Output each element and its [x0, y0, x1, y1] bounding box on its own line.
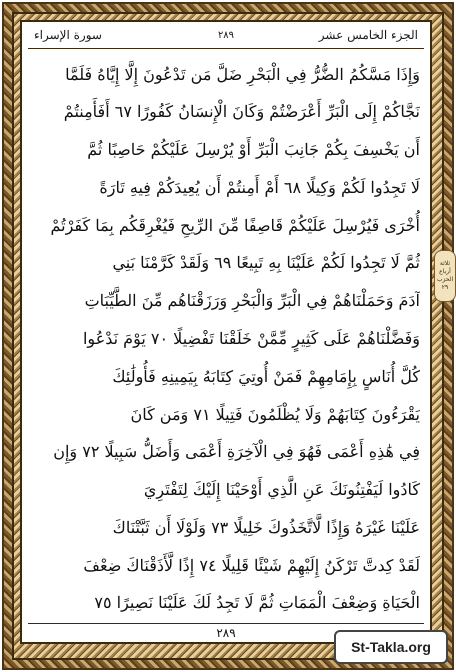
verse-line: عَلَيْنَا غَيْرَهُ وَإِذًا لَّاتَّخَذُوكَ خَلِيلًا ٧٣ وَلَوْلَا أَن ثَبَّتْنَاكَ: [112, 517, 420, 537]
hizb-badge-word: الحزب: [436, 276, 454, 283]
verse-line: وَإِذَا مَسَّكُمُ الضُّرُّ فِي الْبَحْرِ ضَلَّ مَن تَدْعُونَ إِلَّا إِيَّاهُ فَلَمَّا: [65, 64, 420, 84]
footer-divider: [28, 623, 424, 624]
site-watermark-logo: [334, 630, 448, 664]
hizb-quarter-badge: [434, 250, 456, 302]
verse-line: وَفَضَّلْنَاهُمْ عَلَى كَثِيرٍ مِّمَّنْ خَلَقْنَا تَفْضِيلًا ٧٠ يَوْمَ نَدْعُوا: [82, 328, 420, 348]
hizb-badge-label: ثلاثة أرباع: [439, 260, 451, 275]
watermark-text: St-Takla.org: [351, 639, 431, 655]
verse-line: ثُمَّ لَا تَجِدُوا لَكُمْ عَلَيْنَا بِهِ تَبِيعًا ٦٩ وَلَقَدْ كَرَّمْنَا بَنِي: [112, 253, 420, 273]
verse-line: أُخْرَى فَيُرْسِلَ عَلَيْكُمْ قَاصِفًا مِّنَ الرِّيحِ فَيُغْرِقَكُم بِمَا كَفَرْتُمْ: [50, 215, 420, 235]
verse-line: لَقَدْ كِدتَّ تَرْكَنُ إِلَيْهِمْ شَيْئًا قَلِيلًا ٧٤ إِذًا لَّأَذَقْنَاكَ ضِعْفَ: [83, 555, 420, 575]
header-divider: [28, 48, 424, 49]
page-header: [28, 24, 424, 46]
verse-line: نَجَّاكُمْ إِلَى الْبَرِّ أَعْرَضْتُمْ وَكَانَ الْإِنسَانُ كَفُورًا ٦٧ أَفَأَمِنتُمْ: [63, 102, 420, 122]
verse-line: أَن يَخْسِفَ بِكُمْ جَانِبَ الْبَرِّ أَوْ يُرْسِلَ عَلَيْكُمْ حَاصِبًا ثُمَّ: [87, 140, 420, 160]
surah-title: سورة الإسراء: [34, 28, 102, 42]
hizb-badge-number: ٢٩: [441, 284, 449, 291]
page-number: ٢٨٩: [210, 626, 241, 640]
verse-line: يَقْرَءُونَ كِتَابَهُمْ وَلَا يُظْلَمُونَ فَتِيلًا ٧١ وَمَن كَانَ: [130, 404, 420, 424]
verse-line: فِي هَٰذِهِ أَعْمَى فَهُوَ فِي الْآخِرَةِ أَعْمَى وَأَضَلُّ سَبِيلًا ٧٢ وَإِن: [53, 442, 420, 462]
verse-line: كَادُوا لَيَفْتِنُونَكَ عَنِ الَّذِي أَوْحَيْنَا إِلَيْكَ لِتَفْتَرِيَ: [143, 480, 420, 500]
juz-title: الجزء الخامس عشر: [318, 28, 418, 42]
quran-page: [20, 20, 432, 644]
verse-line: الْحَيَاةِ وَضِعْفَ الْمَمَاتِ ثُمَّ لَا تَجِدُ لَكَ عَلَيْنَا نَصِيرًا ٧٥: [94, 593, 420, 613]
verse-line: لَا تَجِدُوا لَكُمْ وَكِيلًا ٦٨ أَمْ أَمِنتُمْ أَن يُعِيدَكُمْ فِيهِ تَارَةً: [99, 177, 420, 197]
verse-line: آدَمَ وَحَمَلْنَاهُمْ فِي الْبَرِّ وَالْبَحْرِ وَرَزَقْنَاهُم مِّنَ الطَّيِّبَاتِ: [84, 291, 420, 311]
verse-lines: [32, 56, 420, 622]
header-page-number: ٢٨٩: [217, 29, 235, 41]
verse-line: كُلَّ أُنَاسٍ بِإِمَامِهِمْ فَمَنْ أُوتِيَ كِتَابَهُ بِيَمِينِهِ فَأُولَٰئِكَ: [112, 366, 420, 386]
